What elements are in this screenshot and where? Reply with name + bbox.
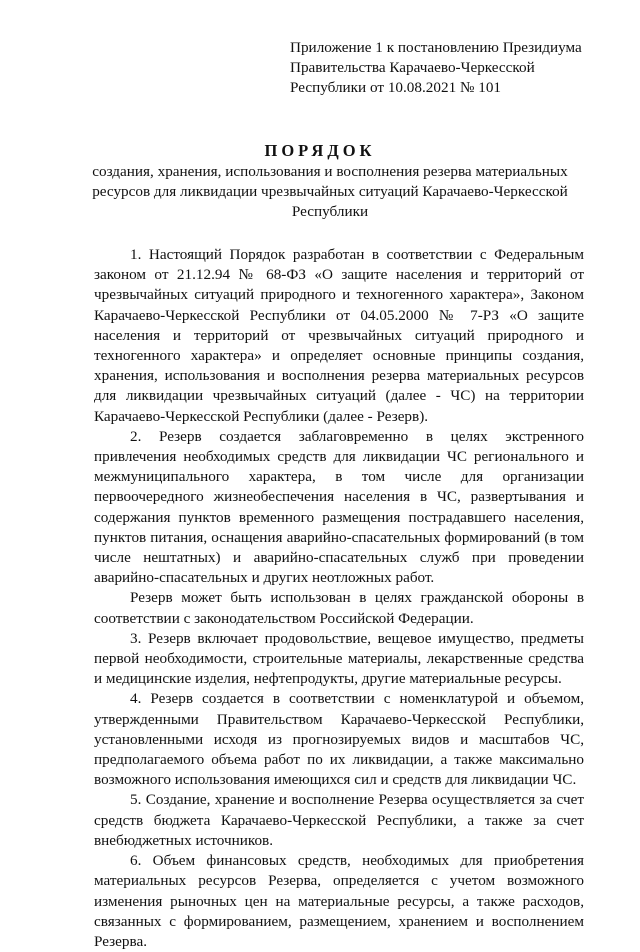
document-body	[94, 245, 584, 952]
paragraph: Резерв может быть использован в целях гражданской обороны в соответствии с законодательством Российской Федерации.	[94, 589, 584, 627]
paragraph: 2. Резерв создается заблаговременно в целях экстренного привлечения необходимых средств для ликвидации ЧС регионального и межмуниципального характера, в том числе для организации первоочередного жизнеобеспечения населения в ЧС, развертывания и содержания пунктов временного размещения пострадавшего населения, пунктов питания, оснащения аварийно-спасательных формирований (в том числе нештатных) и аварийно-спасательных служб при проведении аварийно-спасательных и других неотложных работ.	[94, 427, 584, 587]
paragraph: 1. Настоящий Порядок разработан в соответствии с Федеральным законом от 21.12.94 № 68-ФЗ «О защите населения и территорий от чрезвычайных ситуаций природного и техногенного характера», Законом Карачаево-Черкесской Республики от 04.05.2000 № 7-РЗ «О защите населения и территорий от чрезвычайных ситуаций природного и техногенного характера» и определяет основные принципы создания, хранения, использования и восполнения резерва материальных ресурсов для ликвидации чрезвычайных ситуаций (далее - ЧС) на территории Карачаево-Черкесской Республики (далее - Резерв).	[94, 246, 584, 425]
annex-line: Правительства Карачаево-Черкесской	[290, 59, 535, 76]
paragraph: 5. Создание, хранение и восполнение Резерва осуществляется за счет средств бюджета Карачаево-Черкесской Республики, а также за счет внебюджетных источников.	[94, 791, 584, 849]
paragraph: 6. Объем финансовых средств, необходимых для приобретения материальных ресурсов Резерва, определяется с учетом возможного изменения рыночных цен на материальные ресурсы, а также расходов, связанных с формированием, размещением, хранением и восполнением Резерва.	[94, 852, 584, 950]
document-subtitle: создания, хранения, использования и восполнения резерва материальных ресурсов для ликвидации чрезвычайных ситуаций Карачаево-Черкесской Республики	[92, 163, 568, 220]
document-title: ПОРЯДОК	[264, 141, 376, 160]
paragraph: 3. Резерв включает продовольствие, вещевое имущество, предметы первой необходимости, строительные материалы, лекарственные средства и медицинские изделия, нефтепродукты, другие материальные ресурсы.	[94, 629, 584, 688]
paragraph: 4. Резерв создается в соответствии с номенклатурой и объемом, утвержденными Правительством Карачаево-Черкесской Республики, установленными исходя из прогнозируемых видов и масштабов ЧС, предполагаемого объема работ по их ликвидации, а также максимально возможного использования имеющихся сил и средств для ликвидации ЧС.	[94, 690, 584, 789]
annex-line: Приложение 1 к постановлению Президиума	[290, 39, 582, 56]
annex-line: Республики от 10.08.2021 № 101	[290, 79, 502, 96]
annex-header	[290, 38, 610, 98]
